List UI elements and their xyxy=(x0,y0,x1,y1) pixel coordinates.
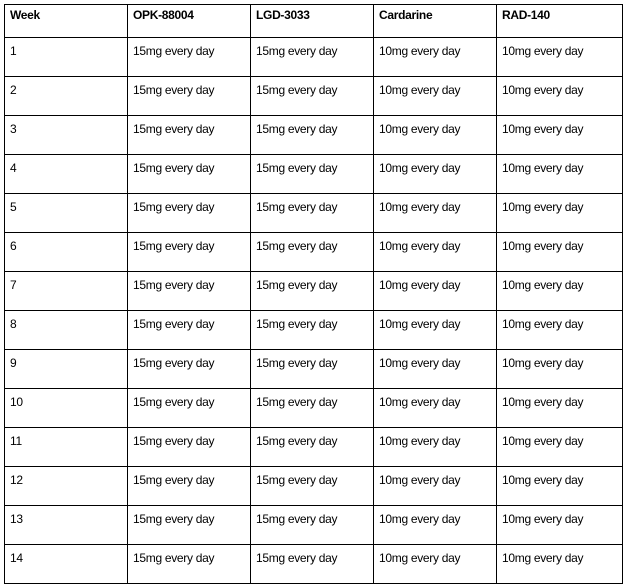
cell-opk-88004: 15mg every day xyxy=(128,77,251,116)
cell-rad-140: 10mg every day xyxy=(497,194,623,233)
table-row xyxy=(5,194,623,233)
cell-lgd-3033: 15mg every day xyxy=(251,38,374,77)
cell-cardarine: 10mg every day xyxy=(374,428,497,467)
cell-rad-140: 10mg every day xyxy=(497,545,623,584)
table-row xyxy=(5,116,623,155)
cell-lgd-3033: 15mg every day xyxy=(251,467,374,506)
cell-lgd-3033: 15mg every day xyxy=(251,311,374,350)
cell-rad-140: 10mg every day xyxy=(497,38,623,77)
cell-week: 11 xyxy=(5,428,128,467)
dosage-table-container xyxy=(4,4,623,584)
cell-rad-140: 10mg every day xyxy=(497,311,623,350)
cell-lgd-3033: 15mg every day xyxy=(251,389,374,428)
cell-lgd-3033: 15mg every day xyxy=(251,155,374,194)
table-row xyxy=(5,38,623,77)
cell-cardarine: 10mg every day xyxy=(374,311,497,350)
dosage-table xyxy=(4,4,623,584)
cell-cardarine: 10mg every day xyxy=(374,506,497,545)
cell-cardarine: 10mg every day xyxy=(374,545,497,584)
cell-cardarine: 10mg every day xyxy=(374,194,497,233)
table-row xyxy=(5,389,623,428)
cell-cardarine: 10mg every day xyxy=(374,77,497,116)
cell-rad-140: 10mg every day xyxy=(497,155,623,194)
header-lgd-3033: LGD-3033 xyxy=(251,5,374,38)
cell-opk-88004: 15mg every day xyxy=(128,389,251,428)
cell-week: 5 xyxy=(5,194,128,233)
cell-cardarine: 10mg every day xyxy=(374,350,497,389)
header-week: Week xyxy=(5,5,128,38)
cell-week: 14 xyxy=(5,545,128,584)
table-row xyxy=(5,545,623,584)
cell-week: 13 xyxy=(5,506,128,545)
cell-week: 10 xyxy=(5,389,128,428)
table-body xyxy=(5,38,623,584)
cell-rad-140: 10mg every day xyxy=(497,506,623,545)
cell-cardarine: 10mg every day xyxy=(374,116,497,155)
cell-rad-140: 10mg every day xyxy=(497,350,623,389)
cell-lgd-3033: 15mg every day xyxy=(251,116,374,155)
cell-opk-88004: 15mg every day xyxy=(128,350,251,389)
header-rad-140: RAD-140 xyxy=(497,5,623,38)
table-row xyxy=(5,272,623,311)
table-row xyxy=(5,428,623,467)
cell-lgd-3033: 15mg every day xyxy=(251,233,374,272)
cell-rad-140: 10mg every day xyxy=(497,116,623,155)
cell-week: 2 xyxy=(5,77,128,116)
cell-week: 4 xyxy=(5,155,128,194)
cell-week: 3 xyxy=(5,116,128,155)
cell-opk-88004: 15mg every day xyxy=(128,233,251,272)
cell-week: 12 xyxy=(5,467,128,506)
cell-opk-88004: 15mg every day xyxy=(128,116,251,155)
cell-cardarine: 10mg every day xyxy=(374,467,497,506)
cell-opk-88004: 15mg every day xyxy=(128,38,251,77)
cell-opk-88004: 15mg every day xyxy=(128,428,251,467)
cell-lgd-3033: 15mg every day xyxy=(251,272,374,311)
cell-week: 6 xyxy=(5,233,128,272)
cell-opk-88004: 15mg every day xyxy=(128,155,251,194)
cell-cardarine: 10mg every day xyxy=(374,272,497,311)
cell-lgd-3033: 15mg every day xyxy=(251,77,374,116)
table-row xyxy=(5,350,623,389)
cell-opk-88004: 15mg every day xyxy=(128,272,251,311)
cell-cardarine: 10mg every day xyxy=(374,389,497,428)
table-row xyxy=(5,77,623,116)
cell-week: 8 xyxy=(5,311,128,350)
cell-opk-88004: 15mg every day xyxy=(128,311,251,350)
table-header-row xyxy=(5,5,623,38)
cell-rad-140: 10mg every day xyxy=(497,467,623,506)
header-opk-88004: OPK-88004 xyxy=(128,5,251,38)
cell-lgd-3033: 15mg every day xyxy=(251,545,374,584)
cell-lgd-3033: 15mg every day xyxy=(251,350,374,389)
cell-cardarine: 10mg every day xyxy=(374,155,497,194)
table-row xyxy=(5,311,623,350)
cell-opk-88004: 15mg every day xyxy=(128,194,251,233)
cell-lgd-3033: 15mg every day xyxy=(251,194,374,233)
cell-week: 1 xyxy=(5,38,128,77)
cell-opk-88004: 15mg every day xyxy=(128,545,251,584)
table-row xyxy=(5,467,623,506)
cell-week: 7 xyxy=(5,272,128,311)
cell-cardarine: 10mg every day xyxy=(374,38,497,77)
table-row xyxy=(5,506,623,545)
table-row xyxy=(5,155,623,194)
cell-rad-140: 10mg every day xyxy=(497,428,623,467)
cell-rad-140: 10mg every day xyxy=(497,272,623,311)
cell-rad-140: 10mg every day xyxy=(497,77,623,116)
cell-lgd-3033: 15mg every day xyxy=(251,506,374,545)
cell-rad-140: 10mg every day xyxy=(497,389,623,428)
cell-lgd-3033: 15mg every day xyxy=(251,428,374,467)
cell-cardarine: 10mg every day xyxy=(374,233,497,272)
cell-opk-88004: 15mg every day xyxy=(128,506,251,545)
cell-opk-88004: 15mg every day xyxy=(128,467,251,506)
cell-rad-140: 10mg every day xyxy=(497,233,623,272)
table-row xyxy=(5,233,623,272)
header-cardarine: Cardarine xyxy=(374,5,497,38)
cell-week: 9 xyxy=(5,350,128,389)
